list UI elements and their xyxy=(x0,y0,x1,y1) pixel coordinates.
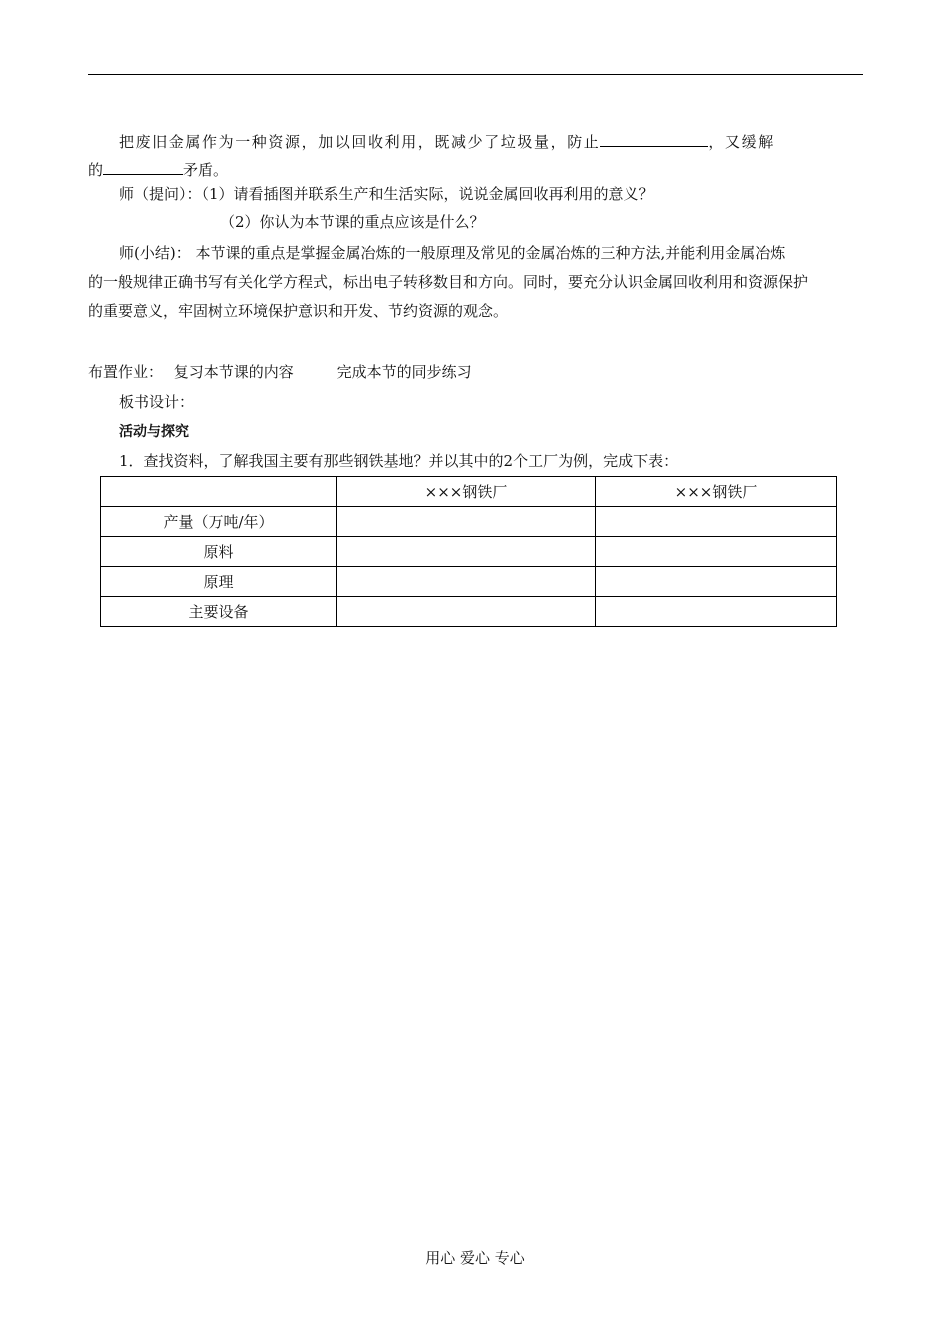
summary-line-3: 的重要意义，牢固树立环境保护意识和开发、节约资源的观念。 xyxy=(88,302,509,320)
homework-item-2: 完成本节的同步练习 xyxy=(336,363,472,381)
table-header-cell xyxy=(101,477,337,507)
table-row xyxy=(101,507,837,537)
task-1: 1．查找资料，了解我国主要有那些钢铁基地？并以其中的2个工厂为例，完成下表： xyxy=(119,452,679,470)
paragraph-recycling xyxy=(88,132,894,152)
table-cell-empty[interactable] xyxy=(596,537,837,567)
paragraph-text-1: 把废旧金属作为一种资源，加以回收利用，既减少了垃圾量，防止 xyxy=(119,133,601,151)
activity-heading: 活动与探究 xyxy=(119,424,189,440)
table-header-cell: ×××钢铁厂 xyxy=(337,477,596,507)
header-rule xyxy=(88,74,863,75)
table-row-label: 原理 xyxy=(101,567,337,597)
homework-line xyxy=(88,362,863,382)
summary-line-2: 的一般规律正确书写有关化学方程式，标出电子转移数目和方向。同时，要充分认识金属回收利用和资源保护 xyxy=(88,273,809,291)
paragraph-text-4: 矛盾。 xyxy=(183,161,229,179)
table-cell-empty[interactable] xyxy=(337,567,596,597)
fill-blank-2[interactable] xyxy=(103,160,183,175)
summary-line-1: 师(小结)： 本节课的重点是掌握金属冶炼的一般原理及常见的金属冶炼的三种方法,并能利用金属冶炼 xyxy=(119,244,786,262)
paragraph-text-3: 的 xyxy=(88,161,104,179)
table-row xyxy=(101,597,837,627)
table-row-label: 原料 xyxy=(101,537,337,567)
homework-label: 布置作业： xyxy=(88,363,164,381)
table-row xyxy=(101,567,837,597)
table-cell-empty[interactable] xyxy=(596,597,837,627)
table-row xyxy=(101,537,837,567)
question-prefix: 师（提问）： xyxy=(119,185,202,203)
table-cell-empty[interactable] xyxy=(337,597,596,627)
teacher-question xyxy=(88,184,894,204)
table-row-label: 主要设备 xyxy=(101,597,337,627)
table-cell-empty[interactable] xyxy=(596,507,837,537)
paragraph-text-2: ，又缓解 xyxy=(708,133,775,151)
question-2: （2）你认为本节课的重点应该是什么？ xyxy=(220,213,485,231)
table-cell-empty[interactable] xyxy=(337,507,596,537)
homework-item-1: 复习本节课的内容 xyxy=(173,363,294,381)
table-header-row xyxy=(101,477,837,507)
table-cell-empty[interactable] xyxy=(337,537,596,567)
table-row-label: 产量（万吨/年） xyxy=(101,507,337,537)
board-design: 板书设计： xyxy=(119,393,195,411)
fill-blank-1[interactable] xyxy=(600,132,708,147)
table-cell-empty[interactable] xyxy=(596,567,837,597)
paragraph-recycling-cont xyxy=(88,160,863,180)
question-1: （1）请看插图并联系生产和生活实际，说说金属回收再利用的意义？ xyxy=(201,185,654,203)
steel-plant-table xyxy=(100,476,837,627)
table-header-cell: ×××钢铁厂 xyxy=(596,477,837,507)
page-footer: 用心 爱心 专心 xyxy=(425,1249,525,1267)
